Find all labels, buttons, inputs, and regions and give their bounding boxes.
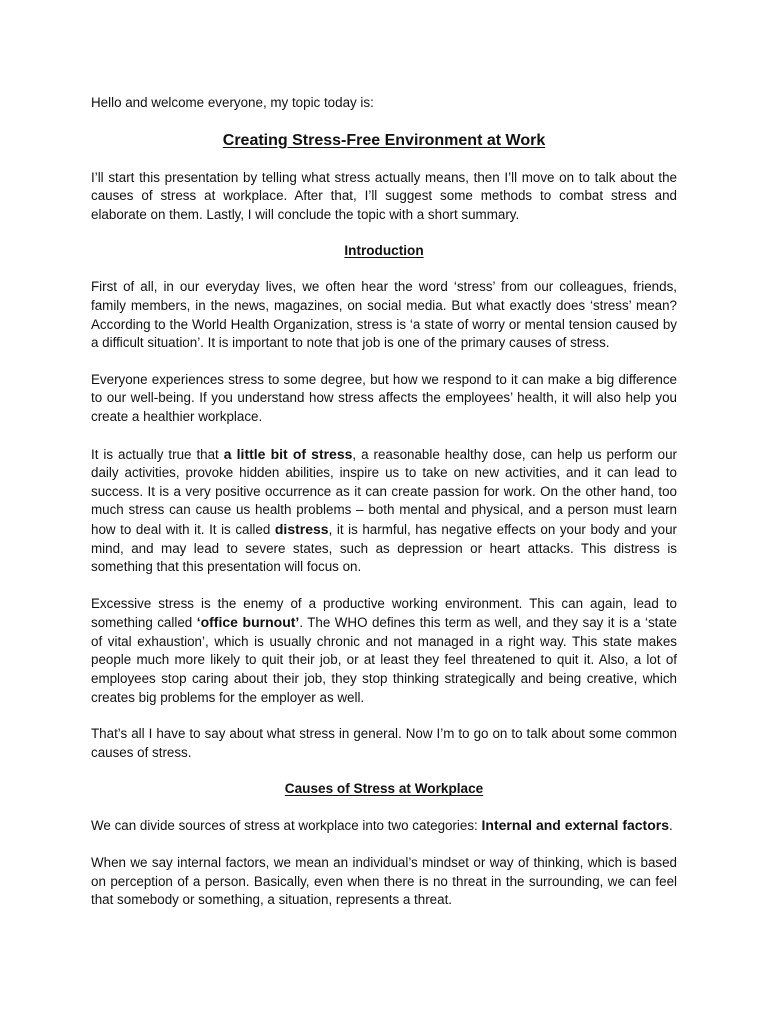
p3-text-a: It is actually true that	[91, 446, 224, 462]
p3-emphasis-little-stress: a little bit of stress	[223, 445, 353, 462]
p3-emphasis-distress: distress	[274, 520, 329, 537]
introduction-paragraph-2: Everyone experiences stress to some degree, but how we respond to it can make a big difference to our well-being. If you understand how stress affects the employees’ health, it will also help you create a healthier workplace.	[91, 371, 677, 424]
heading-introduction: Introduction	[344, 243, 424, 259]
causes-p1-text-c: .	[669, 818, 673, 834]
overview-paragraph: I’ll start this presentation by telling what stress actually means, then I’ll move on to talk about the causes of stress at workplace. After that, I’ll suggest some methods to combat stress and elaborate on them. Lastly, I will conclude the topic with a short summary.	[91, 169, 677, 222]
introduction-paragraph-3	[91, 445, 677, 577]
causes-p1-emphasis-factors: Internal and external factors	[481, 817, 670, 834]
introduction-paragraph-5: That’s all I have to say about what stress in general. Now I’m to go on to talk about some common causes of stress.	[91, 726, 677, 760]
p4-text-c: . The WHO defines this term as well, and they say it is a ‘state of vital exhaustion’, which is usually chronic and not managed in a right way. This state makes people much more likely to quit their job, or at least they feel threatened to quit it. Also, a lot of employees stop caring about their job, they stop thinking strategically and being creative, which creates big problems for the employer as well.	[91, 615, 677, 705]
causes-paragraph-2: When we say internal factors, we mean an individual’s mindset or way of thinking, which is based on perception of a person. Basically, even when there is no threat in the surrounding, we can feel that somebody or something, a situation, represents a threat.	[91, 855, 677, 908]
greeting-text: Hello and welcome everyone, my topic today is:	[91, 95, 374, 110]
heading-causes: Causes of Stress at Workplace	[284, 781, 484, 797]
document-title: Creating Stress-Free Environment at Work	[222, 131, 546, 149]
p4-emphasis-office-burnout: ‘office burnout’	[196, 614, 300, 631]
p4-text-a: Excessive stress is the enemy of a productive working environment. This can again, lead to something called	[91, 595, 677, 631]
introduction-paragraph-4	[91, 595, 677, 708]
causes-paragraph-1	[91, 816, 677, 836]
p3-text-e: , it is harmful, has negative effects on your body and your mind, and may lead to severe states, such as depression or heart attacks. This distress is something that this presentation will focus on.	[91, 521, 677, 575]
causes-p1-text-a: We can divide sources of stress at workplace into two categories:	[91, 818, 482, 834]
p3-text-c: , a reasonable healthy dose, can help us perform our daily activities, provoke hidden abilities, inspire us to take on new activities, and it can lead to success. It is a very positive occurrence as it can create passion for work. On the other hand, too much stress can cause us health problems – both mental and physical, and a person must learn how to deal with it. It is called	[91, 446, 677, 537]
introduction-paragraph-1: First of all, in our everyday lives, we often hear the word ‘stress’ from our colleagues, friends, family members, in the news, magazines, on social media. But what exactly does ‘stress’ mean? According to the World Health Organization, stress is ‘a state of worry or mental tension caused by a difficult situation’. It is important to note that job is one of the primary causes of stress.	[91, 279, 677, 351]
